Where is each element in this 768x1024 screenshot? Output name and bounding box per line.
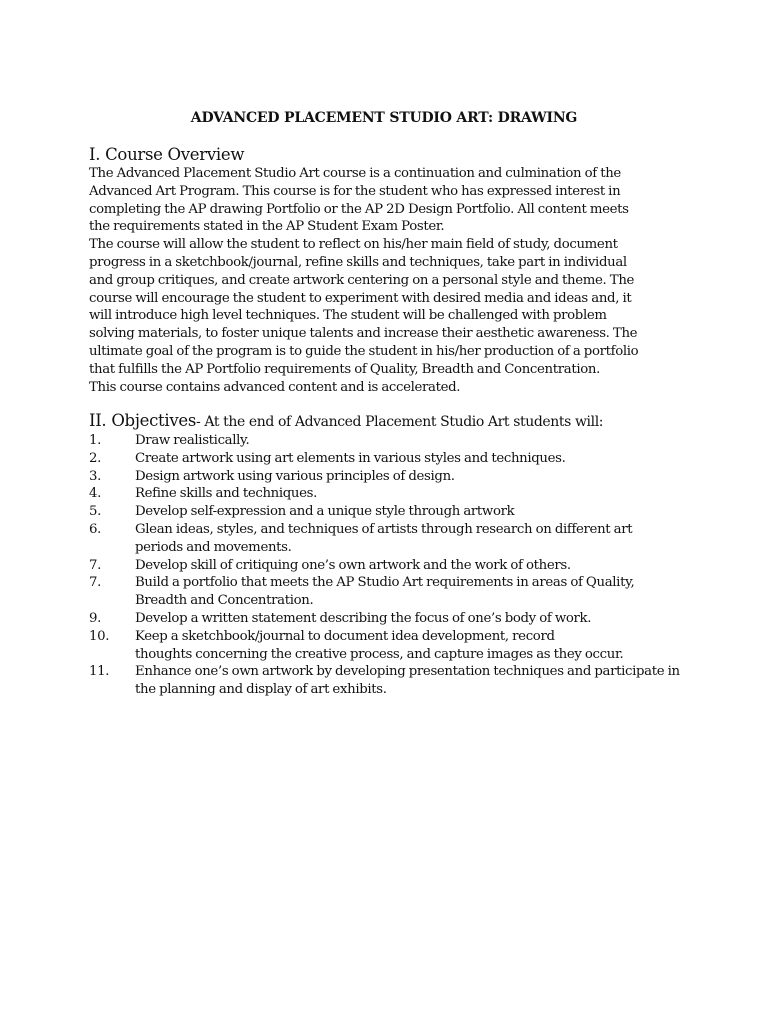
objective-item <box>89 574 709 610</box>
objective-number: 7. <box>89 575 101 591</box>
objective-text <box>135 628 709 664</box>
overview-line: that fulfills the AP Portfolio requirements of Quality, Breadth and Concentration. <box>89 361 600 377</box>
overview-line: the requirements stated in the AP Student Exam Poster. <box>89 219 445 235</box>
objective-item <box>89 468 709 486</box>
objective-line: thoughts concerning the creative process, and capture images as they occur. <box>135 646 624 662</box>
objectives-section <box>89 411 709 699</box>
overview-line: Advanced Art Program. This course is for the student who has expressed interest in <box>89 183 621 199</box>
overview-line: will introduce high level techniques. The student will be challenged with problem <box>89 308 607 324</box>
objective-text <box>135 521 709 557</box>
objective-line: Develop skill of critiquing one’s own artwork and the work of others. <box>135 557 571 573</box>
overview-line: and group critiques, and create artwork centering on a personal style and theme. The <box>89 272 635 288</box>
objective-line: Refine skills and techniques. <box>135 486 318 502</box>
objectives-heading <box>89 411 709 432</box>
document-title: ADVANCED PLACEMENT STUDIO ART: DRAWING <box>190 110 578 126</box>
objective-text <box>135 610 709 628</box>
objective-text <box>135 663 709 699</box>
overview-line: ultimate goal of the program is to guide the student in his/her production of a portfolio <box>89 343 639 359</box>
course-overview-section <box>89 145 709 396</box>
objective-line: Enhance one’s own artwork by developing presentation techniques and participate in <box>135 664 680 680</box>
course-overview-text <box>89 165 709 396</box>
objectives-list <box>89 432 709 699</box>
objective-line: periods and movements. <box>135 539 292 555</box>
objective-line: Keep a sketchbook/journal to document idea development, record <box>135 628 555 644</box>
overview-line: The course will allow the student to reflect on his/her main field of study, document <box>89 237 618 253</box>
objective-line: Breadth and Concentration. <box>135 593 314 609</box>
objective-line: Develop a written statement describing the focus of one’s body of work. <box>135 610 592 626</box>
objective-number: 9. <box>89 610 101 626</box>
objective-line: Draw realistically. <box>135 433 250 448</box>
objective-text <box>135 485 709 503</box>
objective-text <box>135 432 709 450</box>
objective-line: the planning and display of art exhibits. <box>135 682 387 698</box>
overview-line: progress in a sketchbook/journal, refine skills and techniques, take part in individual <box>89 254 627 270</box>
objective-number: 11. <box>89 664 110 680</box>
objectives-intro: - At the end of Advanced Placement Studio Art students will: <box>196 414 604 430</box>
overview-line: The Advanced Placement Studio Art course is a continuation and culmination of the <box>89 166 621 181</box>
objectives-heading-label: II. Objectives <box>89 411 196 430</box>
objective-number: 3. <box>89 468 101 484</box>
overview-line: This course contains advanced content and is accelerated. <box>89 379 461 395</box>
overview-line: solving materials, to foster unique talents and increase their aesthetic awareness. The <box>89 326 638 342</box>
objective-number: 6. <box>89 521 101 537</box>
objective-line: Develop self-expression and a unique style through artwork <box>135 504 515 520</box>
overview-line: course will encourage the student to experiment with desired media and ideas and, it <box>89 290 632 306</box>
objective-text <box>135 574 709 610</box>
course-overview-heading: I. Course Overview <box>89 145 245 164</box>
objective-text <box>135 450 709 468</box>
objective-item <box>89 557 709 575</box>
objective-number: 4. <box>89 486 101 502</box>
objective-item <box>89 521 709 557</box>
objective-item <box>89 610 709 628</box>
overview-line: completing the AP drawing Portfolio or the AP 2D Design Portfolio. All content meets <box>89 201 629 217</box>
objective-text <box>135 503 709 521</box>
objective-item <box>89 503 709 521</box>
objective-item <box>89 628 709 664</box>
objective-line: Glean ideas, styles, and techniques of artists through research on different art <box>135 521 633 537</box>
objective-item <box>89 450 709 468</box>
objective-number: 7. <box>89 557 101 573</box>
objective-line: Design artwork using various principles of design. <box>135 468 455 484</box>
objective-number: 10. <box>89 628 110 644</box>
objective-line: Create artwork using art elements in various styles and techniques. <box>135 450 566 466</box>
objective-item <box>89 663 709 699</box>
objective-number: 2. <box>89 450 101 466</box>
objective-text <box>135 557 709 575</box>
objective-number: 5. <box>89 504 101 520</box>
objective-line: Build a portfolio that meets the AP Studio Art requirements in areas of Quality, <box>135 575 635 591</box>
objective-text <box>135 468 709 486</box>
objective-number: 1. <box>89 433 101 448</box>
objective-item <box>89 485 709 503</box>
objective-item <box>89 432 709 450</box>
